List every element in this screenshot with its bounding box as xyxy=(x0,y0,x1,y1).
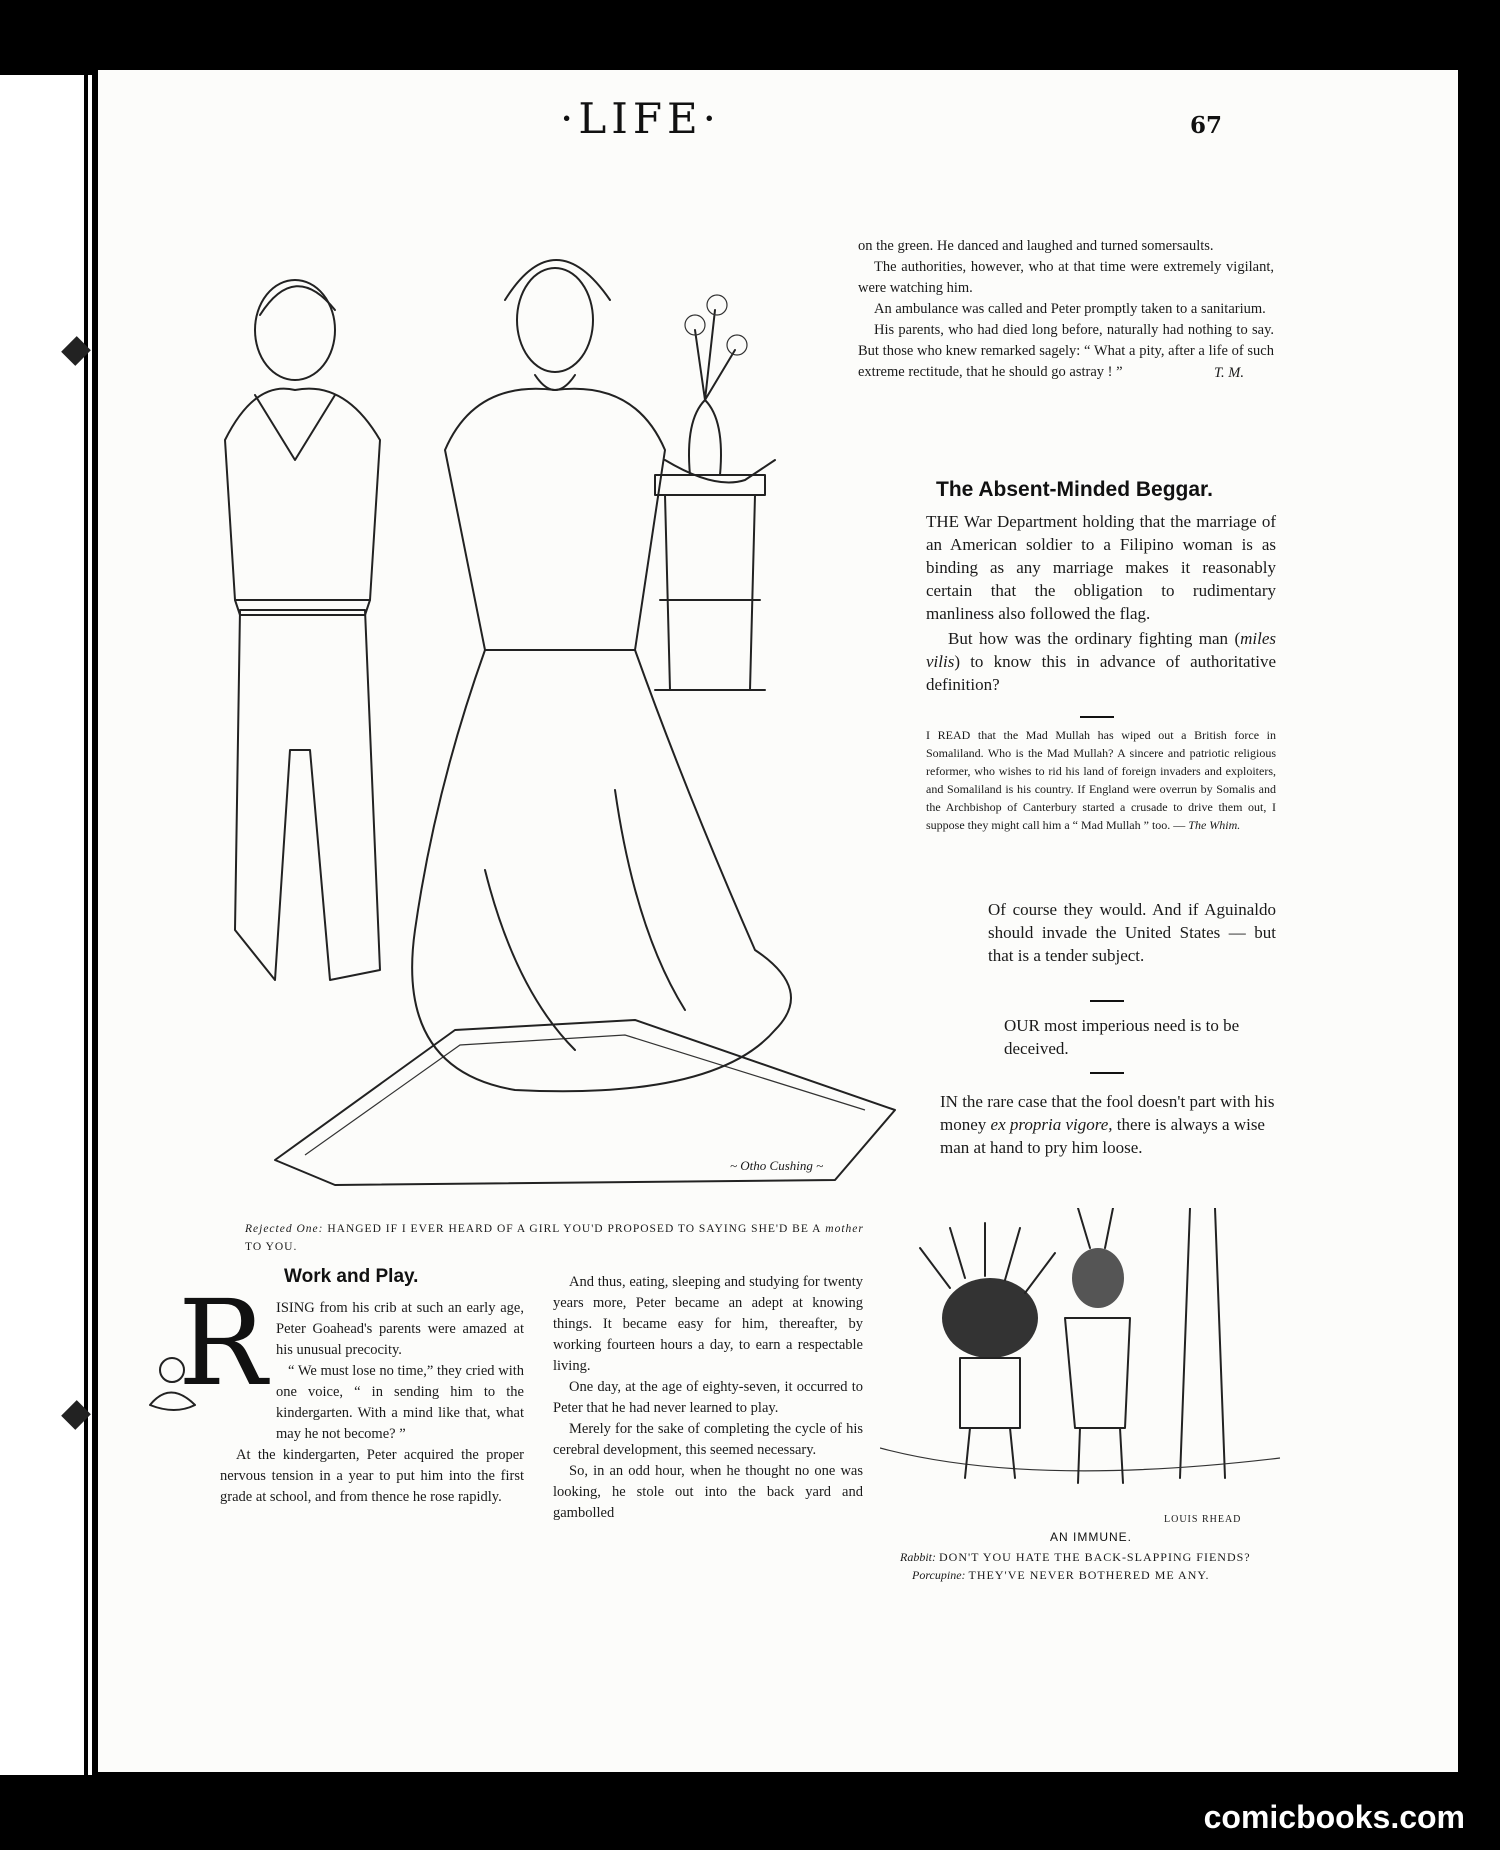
maxim-2-italic: ex propria vigore, xyxy=(990,1115,1113,1134)
illustration-signature: ~ Otho Cushing ~ xyxy=(730,1158,824,1173)
porcupine-line: THEY'VE NEVER BOTHERED ME ANY. xyxy=(968,1568,1210,1582)
divider xyxy=(1090,1072,1124,1074)
caption-speaker: Rejected One: xyxy=(245,1223,324,1235)
beggar-para-3-text: Of course they would. And if Aguinaldo should invade the United States — but that is a tender subject. xyxy=(988,900,1276,965)
divider xyxy=(1080,716,1114,718)
work-para: “ We must lose no time,” they cried with one voice, “ in sending him to the kindergarten. With a mind like that, what may he not become? ” xyxy=(276,1363,524,1442)
work-para: ISING from his crib at such an early age, Peter Goahead's parents were amazed at his unusual precocity. xyxy=(276,1300,524,1358)
caption-end: TO YOU. xyxy=(245,1241,298,1253)
story-line: An ambulance was called and Peter promptly taken to a sanitarium. xyxy=(874,301,1266,317)
beggar-para-2-a: But how was the ordinary fighting man ( xyxy=(948,629,1241,648)
story-continuation xyxy=(858,236,1274,384)
beggar-para-1: THE War Department holding that the marriage of an American soldier to a Filipino woman is as binding as any marriage makes it reasonably certain that the obligation to rudimentary manliness also followed the flag. xyxy=(926,512,1276,623)
cartoon-illustration xyxy=(880,1208,1300,1528)
beggar-title: The Absent-Minded Beggar. xyxy=(936,478,1213,501)
story-line: The authorities, however, who at that time were extremely vigilant, were watching him. xyxy=(858,259,1274,296)
work-para: One day, at the age of eighty-seven, it occurred to Peter that he had never learned to play. xyxy=(553,1379,863,1416)
cartoon-line-2 xyxy=(900,1566,1290,1584)
masthead: ·LIFE· xyxy=(560,94,721,143)
beggar-para-3 xyxy=(988,898,1276,967)
cartoon-title: AN IMMUNE. xyxy=(1050,1530,1132,1544)
maxim-2-a: IN the rare case that the fool doesn't part with his money xyxy=(940,1092,1275,1134)
work-title: Work and Play. xyxy=(284,1266,419,1287)
maxim-2 xyxy=(940,1090,1276,1159)
facing-page-edge xyxy=(0,75,92,1775)
rabbit-speaker: Rabbit: xyxy=(900,1550,936,1564)
story-initials: T. M. xyxy=(1214,365,1244,381)
boy-figure xyxy=(225,280,380,980)
porcupine-speaker: Porcupine: xyxy=(912,1568,966,1582)
maxim-2-b: there is always a wise man at hand to pry him loose. xyxy=(940,1115,1265,1157)
story-line: on the green. He danced and laughed and turned somersaults. xyxy=(858,238,1214,254)
cartoon-line-1 xyxy=(900,1548,1290,1566)
seated-woman-figure xyxy=(412,260,791,1091)
whim-quote-text: I READ that the Mad Mullah has wiped out a British force in Somaliland. Who is the Mad Mullah? A sincere and patriotic religious reformer, who wishes to rid his land of foreign invaders and exploiters, and Somaliland is his country. If England were overrun by Somalis and the Archbishop of Canterbury started a crusade to drive them out, I suppose they might call him a “ Mad Mullah ” too. — xyxy=(926,728,1276,832)
maxim-1: OUR most imperious need is to be deceived. xyxy=(1004,1016,1240,1058)
divider xyxy=(1090,1000,1124,1002)
work-col-2 xyxy=(553,1272,863,1524)
rabbit-figure xyxy=(1065,1208,1130,1483)
cartoon-signature: LOUIS RHEAD xyxy=(1164,1514,1242,1525)
caption-text: HANGED IF I EVER HEARD OF A GIRL YOU'D PROPOSED TO SAYING SHE'D BE A xyxy=(327,1223,822,1235)
whim-quote xyxy=(926,726,1276,834)
rabbit-line: DON'T YOU HATE THE BACK-SLAPPING FIENDS? xyxy=(939,1550,1251,1564)
illustration-caption xyxy=(245,1220,865,1256)
beggar-article xyxy=(926,510,1276,696)
work-para: And thus, eating, sleeping and studying for twenty years more, Peter became an adept at knowing things. It became easy for him, thereafter, by working fourteen hours a day, to earn a respectable living. xyxy=(553,1274,863,1374)
whim-quote-source: The Whim. xyxy=(1188,818,1241,832)
drop-cap: R xyxy=(178,1274,267,1412)
caption-italic: mother xyxy=(825,1223,864,1235)
porcupine-figure xyxy=(920,1223,1055,1478)
work-col-1 xyxy=(220,1298,524,1508)
beggar-para-2-italic: miles vilis xyxy=(926,629,1276,671)
story-line: His parents, who had died long before, naturally had nothing to say. But those who knew remarked sagely: “ What a pity, after a life of such extreme rectitude, that he should go astray ! ” xyxy=(858,322,1274,380)
cartoon-caption xyxy=(900,1548,1290,1584)
pedestal-with-vase xyxy=(655,295,765,690)
work-para: Merely for the sake of completing the cycle of his cerebral development, this seemed necessary. xyxy=(553,1421,863,1458)
page-number: 67 xyxy=(1190,112,1223,139)
beggar-para-2 xyxy=(926,627,1276,696)
beggar-para-2-b: ) to know this in advance of authoritative definition? xyxy=(926,652,1276,694)
work-para: So, in an odd hour, when he thought no one was looking, he stole out into the back yard and gambolled xyxy=(553,1463,863,1521)
site-watermark: comicbooks.com xyxy=(1203,1799,1465,1835)
cherub-ornament xyxy=(140,1350,210,1420)
main-illustration xyxy=(215,230,915,1190)
work-para: At the kindergarten, Peter acquired the proper nervous tension in a year to put him into the first grade at school, and from thence he rose rapidly. xyxy=(220,1447,524,1505)
